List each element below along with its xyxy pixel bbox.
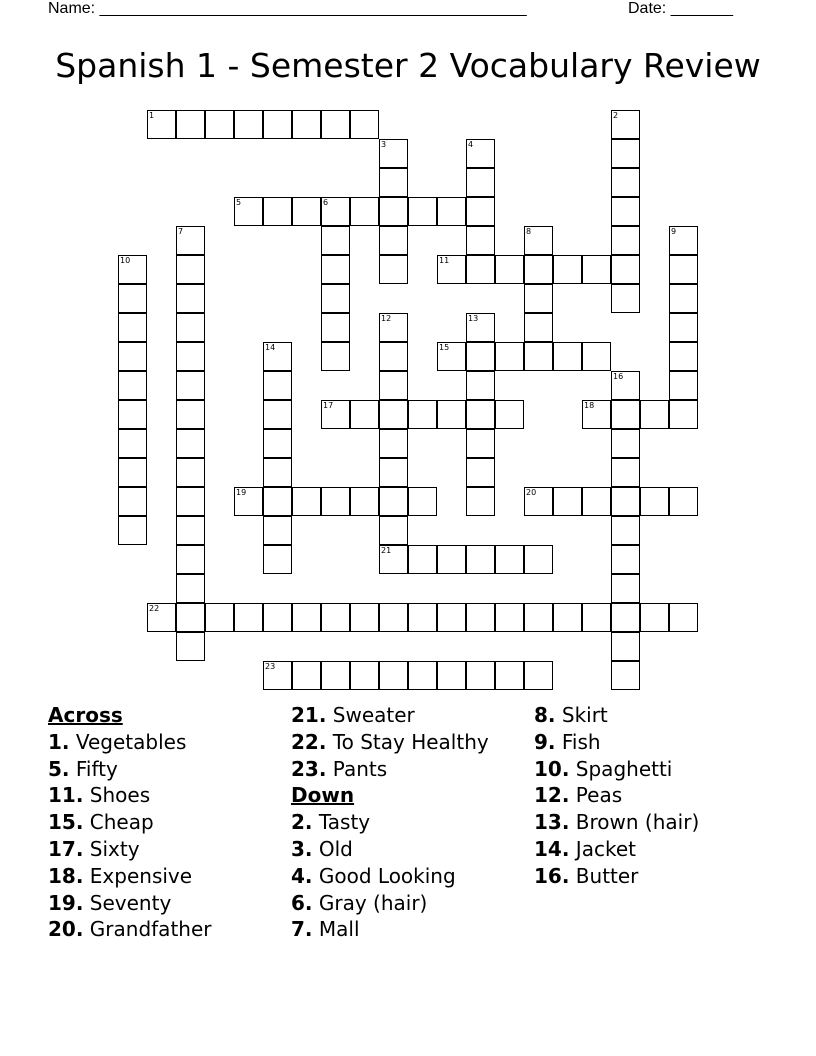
grid-cell[interactable]	[176, 545, 205, 574]
grid-cell[interactable]	[466, 255, 495, 284]
clue-item-text: Seventy	[83, 890, 172, 915]
clue-number-label: 9	[671, 227, 677, 236]
clue-number-label: 23	[265, 662, 276, 671]
clue-item	[534, 782, 699, 809]
grid-cell[interactable]	[611, 574, 640, 603]
grid-cell[interactable]	[118, 400, 147, 429]
grid-cell[interactable]	[321, 313, 350, 342]
grid-cell[interactable]	[582, 400, 611, 429]
grid-cell[interactable]	[669, 400, 698, 429]
page-title: Spanish 1 - Semester 2 Vocabulary Review	[55, 46, 761, 85]
grid-cell[interactable]	[379, 226, 408, 255]
clue-item	[48, 729, 211, 756]
grid-cell[interactable]	[118, 429, 147, 458]
grid-cell[interactable]	[466, 313, 495, 342]
grid-cell[interactable]	[118, 371, 147, 400]
grid-cell[interactable]	[553, 255, 582, 284]
grid-cell[interactable]	[176, 487, 205, 516]
clue-number-label: 19	[236, 488, 247, 497]
grid-cell[interactable]	[611, 661, 640, 690]
grid-cell[interactable]	[437, 342, 466, 371]
clue-item-text: Good Looking	[312, 863, 456, 888]
grid-cell[interactable]	[582, 603, 611, 632]
grid-cell[interactable]	[379, 516, 408, 545]
grid-cell[interactable]	[495, 603, 524, 632]
grid-cell[interactable]	[495, 661, 524, 690]
grid-cell[interactable]	[263, 110, 292, 139]
grid-cell[interactable]	[495, 342, 524, 371]
clue-item	[291, 809, 489, 836]
grid-cell[interactable]	[408, 400, 437, 429]
grid-cell[interactable]	[640, 603, 669, 632]
grid-cell[interactable]	[611, 110, 640, 139]
grid-cell[interactable]	[408, 197, 437, 226]
grid-cell[interactable]	[321, 226, 350, 255]
clue-item	[291, 890, 489, 917]
grid-cell[interactable]	[292, 197, 321, 226]
grid-cell[interactable]	[582, 255, 611, 284]
date-label: Date:	[628, 0, 667, 17]
grid-cell[interactable]	[234, 197, 263, 226]
grid-cell[interactable]	[379, 545, 408, 574]
clue-number-label: 18	[584, 401, 595, 410]
clue-item-text: Peas	[569, 783, 623, 808]
grid-cell[interactable]	[234, 110, 263, 139]
grid-cell[interactable]	[205, 110, 234, 139]
grid-cell[interactable]	[263, 487, 292, 516]
grid-cell[interactable]	[379, 168, 408, 197]
grid-cell[interactable]	[292, 487, 321, 516]
grid-cell[interactable]	[611, 429, 640, 458]
grid-cell[interactable]	[176, 632, 205, 661]
grid-cell[interactable]	[350, 110, 379, 139]
grid-cell[interactable]	[379, 458, 408, 487]
grid-cell[interactable]	[611, 603, 640, 632]
clue-item-text: Fifty	[69, 756, 118, 781]
clue-item	[534, 836, 699, 863]
grid-cell[interactable]	[611, 632, 640, 661]
clue-item	[291, 729, 489, 756]
grid-cell[interactable]	[466, 197, 495, 226]
grid-cell[interactable]	[495, 255, 524, 284]
grid-cell[interactable]	[582, 487, 611, 516]
clue-item-text: Shoes	[83, 783, 151, 808]
grid-cell[interactable]	[524, 545, 553, 574]
clue-item	[48, 782, 211, 809]
grid-cell[interactable]	[321, 284, 350, 313]
clue-item-text: Jacket	[569, 836, 636, 861]
clue-number-label: 5	[236, 198, 242, 207]
grid-cell[interactable]	[437, 661, 466, 690]
grid-cell[interactable]	[118, 487, 147, 516]
grid-cell[interactable]	[524, 284, 553, 313]
clue-number-label: 8	[526, 227, 532, 236]
clue-item-number: 23.	[291, 756, 327, 781]
grid-cell[interactable]	[176, 110, 205, 139]
grid-cell[interactable]	[292, 110, 321, 139]
clue-number-label: 6	[323, 198, 329, 207]
grid-cell[interactable]	[176, 226, 205, 255]
grid-cell[interactable]	[611, 371, 640, 400]
grid-cell[interactable]	[437, 255, 466, 284]
clue-item-number: 11.	[48, 783, 84, 808]
grid-cell[interactable]	[321, 197, 350, 226]
grid-cell[interactable]	[611, 458, 640, 487]
grid-cell[interactable]	[118, 284, 147, 313]
clue-item-number: 9.	[534, 729, 556, 754]
grid-cell[interactable]	[669, 255, 698, 284]
clue-item-text: Old	[312, 836, 353, 861]
grid-cell[interactable]	[176, 342, 205, 371]
clue-item-text: To Stay Healthy	[326, 729, 489, 754]
clue-item-number: 20.	[48, 917, 84, 942]
grid-cell[interactable]	[611, 197, 640, 226]
clue-number-label: 7	[178, 227, 184, 236]
grid-cell[interactable]	[611, 545, 640, 574]
grid-cell[interactable]	[263, 429, 292, 458]
grid-cell[interactable]	[524, 661, 553, 690]
grid-cell[interactable]	[176, 603, 205, 632]
grid-cell[interactable]	[263, 545, 292, 574]
grid-cell[interactable]	[669, 313, 698, 342]
grid-cell[interactable]	[553, 603, 582, 632]
grid-cell[interactable]	[379, 139, 408, 168]
grid-cell[interactable]	[669, 226, 698, 255]
grid-cell[interactable]	[263, 603, 292, 632]
clue-item	[48, 836, 211, 863]
clue-item-text: Mall	[312, 917, 360, 942]
clue-number-label: 12	[381, 314, 392, 323]
grid-cell[interactable]	[611, 226, 640, 255]
grid-cell[interactable]	[263, 661, 292, 690]
grid-cell[interactable]	[176, 458, 205, 487]
grid-cell[interactable]	[408, 545, 437, 574]
clue-item-number: 14.	[534, 836, 570, 861]
grid-cell[interactable]	[611, 139, 640, 168]
grid-cell[interactable]	[582, 342, 611, 371]
clue-item	[48, 863, 211, 890]
clue-item-text: Gray (hair)	[312, 890, 428, 915]
grid-cell[interactable]	[350, 400, 379, 429]
grid-cell[interactable]	[379, 255, 408, 284]
grid-cell[interactable]	[611, 516, 640, 545]
grid-cell[interactable]	[350, 661, 379, 690]
clue-item	[534, 756, 699, 783]
grid-cell[interactable]	[147, 603, 176, 632]
grid-cell[interactable]	[437, 603, 466, 632]
grid-cell[interactable]	[176, 255, 205, 284]
grid-cell[interactable]	[466, 603, 495, 632]
grid-cell[interactable]	[350, 603, 379, 632]
grid-cell[interactable]	[176, 371, 205, 400]
clue-item-number: 19.	[48, 890, 84, 915]
clue-number-label: 17	[323, 401, 334, 410]
clue-item-number: 22.	[291, 729, 327, 754]
grid-cell[interactable]	[524, 342, 553, 371]
clue-column-1	[48, 702, 211, 943]
grid-cell[interactable]	[379, 487, 408, 516]
grid-cell[interactable]	[437, 197, 466, 226]
grid-cell[interactable]	[205, 603, 234, 632]
clue-item-text: Tasty	[312, 810, 371, 835]
grid-cell[interactable]	[408, 603, 437, 632]
clue-item-text: Spaghetti	[569, 756, 673, 781]
grid-cell[interactable]	[263, 197, 292, 226]
grid-cell[interactable]	[437, 545, 466, 574]
grid-cell[interactable]	[379, 197, 408, 226]
grid-cell[interactable]	[263, 516, 292, 545]
grid-cell[interactable]	[611, 487, 640, 516]
grid-cell[interactable]	[118, 458, 147, 487]
clue-item	[48, 890, 211, 917]
clue-number-label: 3	[381, 140, 387, 149]
clue-number-label: 4	[468, 140, 474, 149]
clue-item-number: 6.	[291, 890, 313, 915]
grid-cell[interactable]	[466, 342, 495, 371]
grid-cell[interactable]	[379, 313, 408, 342]
grid-cell[interactable]	[321, 110, 350, 139]
clue-item-text: Sweater	[326, 703, 415, 727]
clue-number-label: 15	[439, 343, 450, 352]
clue-number-label: 2	[613, 111, 619, 120]
clue-item-number: 13.	[534, 810, 570, 835]
clue-item	[48, 916, 211, 943]
clue-column-2	[291, 702, 489, 943]
grid-cell[interactable]	[611, 255, 640, 284]
clue-item-number: 17.	[48, 836, 84, 861]
grid-cell[interactable]	[118, 516, 147, 545]
clue-item-text: Pants	[326, 756, 388, 781]
clue-item-number: 15.	[48, 810, 84, 835]
clue-column-3	[534, 702, 699, 890]
grid-cell[interactable]	[495, 400, 524, 429]
clue-item-text: Brown (hair)	[569, 810, 700, 835]
grid-cell[interactable]	[263, 342, 292, 371]
clue-item	[534, 702, 699, 729]
clue-item-number: 12.	[534, 783, 570, 808]
grid-cell[interactable]	[234, 603, 263, 632]
grid-cell[interactable]	[524, 313, 553, 342]
clue-item	[534, 809, 699, 836]
grid-cell[interactable]	[466, 458, 495, 487]
grid-cell[interactable]	[321, 342, 350, 371]
clue-item-number: 8.	[534, 703, 556, 727]
grid-cell[interactable]	[466, 371, 495, 400]
down-heading: Down	[291, 783, 355, 808]
clue-item	[534, 863, 699, 890]
grid-cell[interactable]	[466, 226, 495, 255]
date-line: _______	[670, 0, 733, 17]
grid-cell[interactable]	[437, 400, 466, 429]
clue-item	[291, 836, 489, 863]
grid-cell[interactable]	[640, 487, 669, 516]
grid-cell[interactable]	[263, 400, 292, 429]
name-label: Name:	[48, 0, 96, 17]
grid-cell[interactable]	[669, 371, 698, 400]
clue-item-text: Skirt	[555, 703, 608, 727]
clue-number-label: 20	[526, 488, 537, 497]
grid-cell[interactable]	[466, 139, 495, 168]
grid-cell[interactable]	[524, 603, 553, 632]
grid-cell[interactable]	[321, 487, 350, 516]
clue-item-number: 2.	[291, 810, 313, 835]
grid-cell[interactable]	[408, 487, 437, 516]
clue-item-number: 1.	[48, 729, 70, 754]
clue-number-label: 22	[149, 604, 160, 613]
grid-cell[interactable]	[524, 487, 553, 516]
grid-cell[interactable]	[234, 487, 263, 516]
clue-number-label: 1	[149, 111, 155, 120]
grid-cell[interactable]	[553, 487, 582, 516]
grid-cell[interactable]	[176, 313, 205, 342]
grid-cell[interactable]	[669, 603, 698, 632]
grid-cell[interactable]	[379, 371, 408, 400]
grid-cell[interactable]	[321, 661, 350, 690]
clue-item-text: Grandfather	[83, 917, 212, 942]
grid-cell[interactable]	[118, 342, 147, 371]
grid-cell[interactable]	[553, 342, 582, 371]
clue-item-text: Expensive	[83, 863, 193, 888]
grid-cell[interactable]	[379, 661, 408, 690]
clue-item-number: 18.	[48, 863, 84, 888]
clue-item-number: 5.	[48, 756, 70, 781]
grid-cell[interactable]	[147, 110, 176, 139]
grid-cell[interactable]	[611, 284, 640, 313]
clue-item-text: Sixty	[83, 836, 140, 861]
clue-item-number: 16.	[534, 863, 570, 888]
clue-item	[291, 863, 489, 890]
grid-cell[interactable]	[524, 255, 553, 284]
clue-number-label: 16	[613, 372, 624, 381]
name-line: ________________________________________________	[99, 0, 527, 17]
grid-cell[interactable]	[350, 197, 379, 226]
grid-cell[interactable]	[379, 429, 408, 458]
grid-cell[interactable]	[669, 342, 698, 371]
clue-item	[291, 702, 489, 729]
clue-item-text: Cheap	[83, 810, 154, 835]
grid-cell[interactable]	[466, 661, 495, 690]
clue-item	[534, 729, 699, 756]
grid-cell[interactable]	[176, 516, 205, 545]
grid-cell[interactable]	[466, 487, 495, 516]
grid-cell[interactable]	[379, 400, 408, 429]
grid-cell[interactable]	[321, 255, 350, 284]
grid-cell[interactable]	[466, 168, 495, 197]
clue-number-label: 13	[468, 314, 479, 323]
clue-item-text: Fish	[555, 729, 601, 754]
clue-number-label: 21	[381, 546, 392, 555]
grid-cell[interactable]	[669, 284, 698, 313]
clue-item-number: 21.	[291, 703, 327, 727]
grid-cell[interactable]	[176, 284, 205, 313]
grid-cell[interactable]	[321, 400, 350, 429]
grid-cell[interactable]	[466, 400, 495, 429]
grid-cell[interactable]	[350, 487, 379, 516]
grid-cell[interactable]	[379, 603, 408, 632]
grid-cell[interactable]	[408, 661, 437, 690]
grid-cell[interactable]	[292, 603, 321, 632]
grid-cell[interactable]	[669, 487, 698, 516]
clue-item	[48, 809, 211, 836]
grid-cell[interactable]	[118, 255, 147, 284]
grid-cell[interactable]	[466, 545, 495, 574]
clue-item-text: Butter	[569, 863, 639, 888]
grid-cell[interactable]	[263, 371, 292, 400]
clue-number-label: 14	[265, 343, 276, 352]
across-heading: Across	[48, 703, 123, 727]
grid-cell[interactable]	[524, 226, 553, 255]
clue-item	[291, 756, 489, 783]
clue-item-number: 7.	[291, 917, 313, 942]
grid-cell[interactable]	[495, 545, 524, 574]
clue-item-number: 4.	[291, 863, 313, 888]
grid-cell[interactable]	[640, 400, 669, 429]
grid-cell[interactable]	[292, 661, 321, 690]
grid-cell[interactable]	[176, 574, 205, 603]
clue-item-number: 3.	[291, 836, 313, 861]
grid-cell[interactable]	[118, 313, 147, 342]
grid-cell[interactable]	[611, 168, 640, 197]
grid-cell[interactable]	[176, 429, 205, 458]
grid-cell[interactable]	[466, 429, 495, 458]
clue-item-text: Vegetables	[69, 729, 187, 754]
clue-number-label: 11	[439, 256, 450, 265]
clue-item	[48, 756, 211, 783]
clue-item	[291, 916, 489, 943]
clue-item-number: 10.	[534, 756, 570, 781]
clue-number-label: 10	[120, 256, 131, 265]
grid-cell[interactable]	[379, 342, 408, 371]
grid-cell[interactable]	[176, 400, 205, 429]
grid-cell[interactable]	[611, 400, 640, 429]
grid-cell[interactable]	[263, 458, 292, 487]
grid-cell[interactable]	[321, 603, 350, 632]
